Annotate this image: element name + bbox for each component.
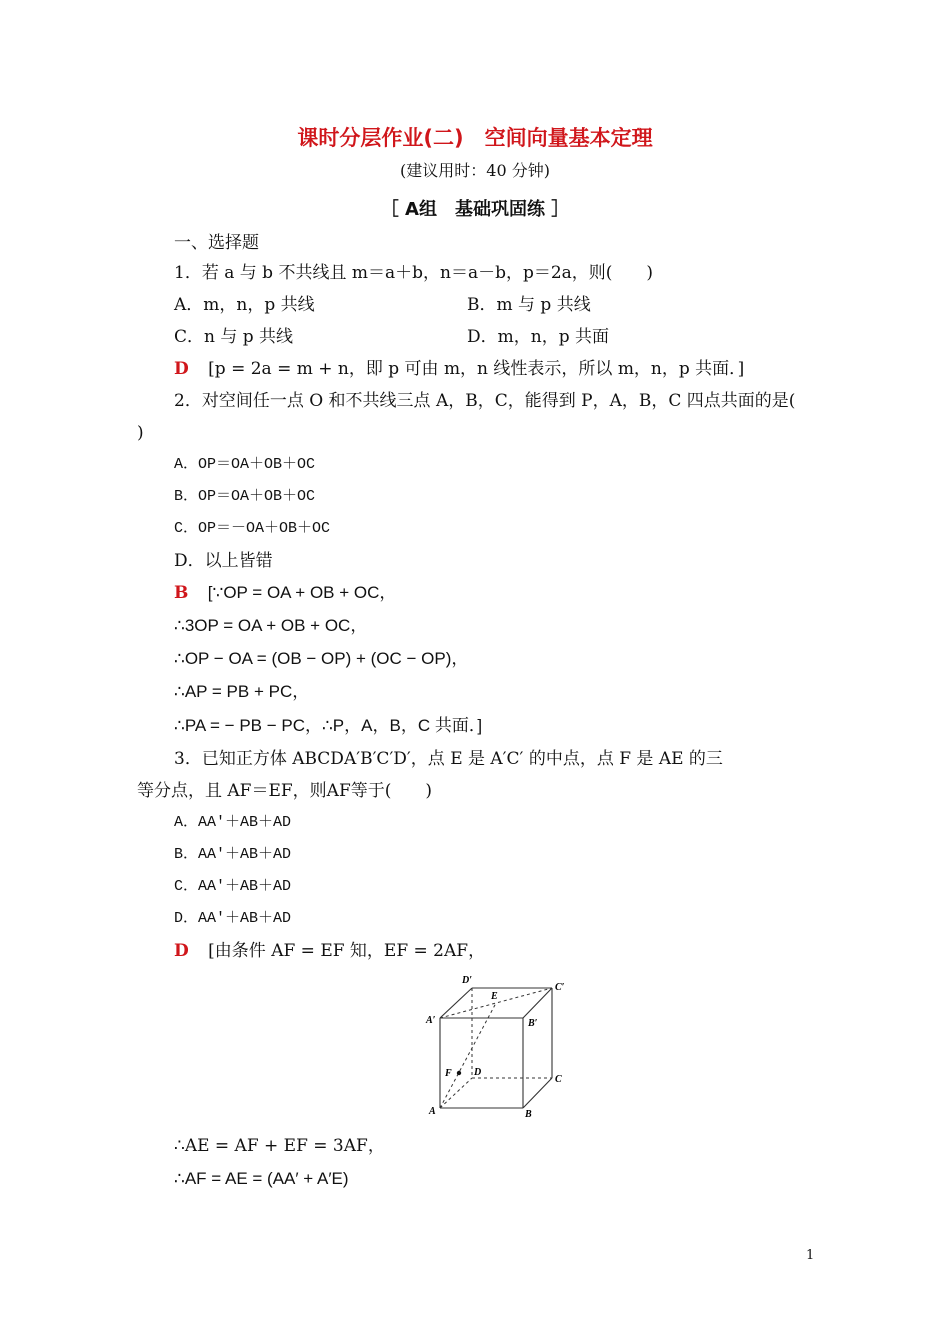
label-A: A	[429, 1106, 436, 1117]
q1-answer: D	[174, 359, 189, 379]
q1-stem: 1．若 a 与 b 不共线且 m＝a＋b，n＝a－b，p＝2a，则( )	[174, 263, 654, 283]
label-D: D	[474, 1067, 482, 1078]
q2-option-a: A．OP＝OA＋OB＋OC	[174, 456, 316, 473]
label-E: E	[491, 991, 498, 1002]
label-Cp: C′	[555, 982, 565, 993]
q3-option-d: D．AA′＋AB＋AD	[174, 910, 292, 927]
q3-solution-1: [由条件 AF = EF 知，EF = 2AF，	[208, 941, 486, 961]
q3-answer: D	[174, 941, 189, 961]
label-Dp: D′	[462, 975, 473, 986]
suggested-time: (建议用时：40 分钟)	[400, 161, 550, 180]
q2-solution-5: ∴PA = − PB − PC，∴P，A，B，C 共面．]	[174, 716, 483, 735]
cube-figure	[420, 972, 580, 1122]
q3-solution-2: ∴AE = AF + EF = 3AF，	[174, 1136, 385, 1156]
q3-option-c: C．AA′＋AB＋AD	[174, 878, 292, 895]
segment-AE	[440, 1003, 496, 1108]
label-C: C	[555, 1074, 562, 1085]
q2-solution-1: [∵OP = OA + OB + OC，	[207, 583, 397, 602]
q2-stem: 2．对空间任一点 O 和不共线三点 A，B，C，能得到 P，A，B，C 四点共面的是(	[174, 391, 796, 411]
edge-ApDp	[440, 988, 472, 1018]
q1-option-b: B．m 与 p 共线	[467, 295, 591, 315]
label-Bp: B′	[528, 1018, 538, 1029]
q3-stem-cont: 等分点，且 AF＝EF，则AF等于( )	[137, 781, 433, 801]
group-label: ［ A组 基础巩固练 ］	[380, 199, 570, 220]
point-F	[457, 1071, 461, 1075]
q3-stem: 3．已知正方体 ABCDA′B′C′D′，点 E 是 A′C′ 的中点，点 F 是 AE 的三	[174, 749, 723, 769]
page-title: 课时分层作业(二) 空间向量基本定理	[297, 126, 653, 150]
q2-answer: B	[174, 583, 189, 603]
page-number: 1	[806, 1248, 815, 1263]
q3-option-a: A．AA′＋AB＋AD	[174, 814, 292, 831]
label-Ap: A′	[426, 1015, 436, 1026]
q2-solution-3: ∴OP − OA = (OB − OP) + (OC − OP)，	[174, 649, 469, 668]
q3-solution-3: ∴AF = AE = (AA′ + A′E)	[174, 1169, 349, 1188]
edge-BpCp	[523, 988, 552, 1018]
label-F: F	[445, 1068, 452, 1079]
q2-option-c: C．OP＝－OA＋OB＋OC	[174, 520, 331, 537]
q2-option-d: D．以上皆错	[174, 551, 273, 571]
label-B: B	[525, 1109, 532, 1120]
q1-option-d: D．m，n，p 共面	[467, 327, 609, 347]
q2-solution-2: ∴3OP = OA + OB + OC，	[174, 616, 368, 635]
q3-option-b: B．AA′＋AB＋AD	[174, 846, 292, 863]
q1-explanation: [p = 2a = m + n，即 p 可由 m，n 线性表示，所以 m，n，p 共面．]	[208, 359, 745, 379]
edge-BC	[523, 1078, 552, 1108]
q2-option-b: B．OP＝OA＋OB＋OC	[174, 488, 316, 505]
q1-option-c: C．n 与 p 共线	[174, 327, 294, 347]
section-heading: 一、选择题	[174, 233, 259, 253]
edge-AD	[440, 1078, 472, 1108]
q2-stem-cont: )	[137, 423, 144, 443]
q1-option-a: A．m，n，p 共线	[174, 295, 315, 315]
q2-solution-4: ∴AP = PB + PC，	[174, 682, 310, 701]
